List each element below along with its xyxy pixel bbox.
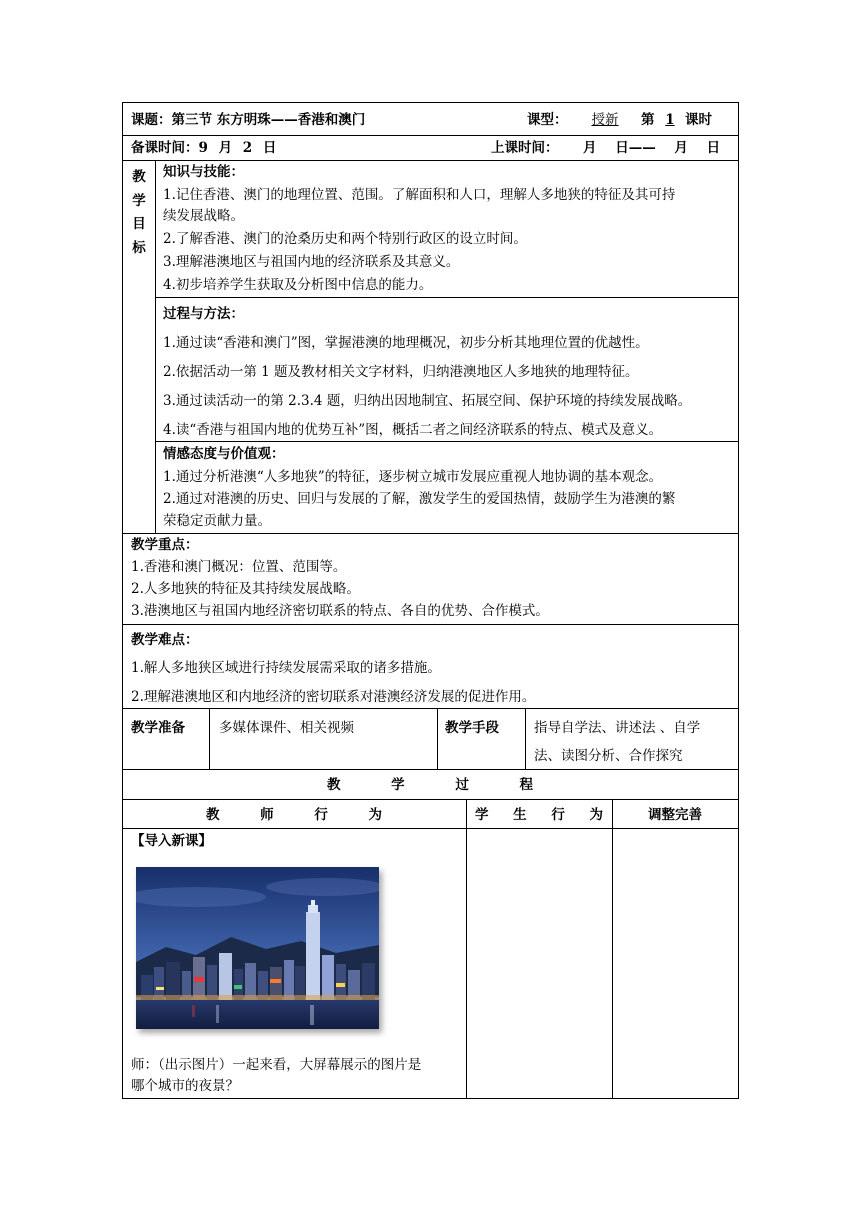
col-line xyxy=(437,708,438,769)
col-header-adjust: 调整完善 xyxy=(648,807,702,823)
col-header-teacher: 教 师 行 为 xyxy=(205,807,383,823)
row-line xyxy=(122,624,738,625)
difficulty-line: 2.理解港澳地区和内地经济的密切联系对港澳经济发展的促进作用。 xyxy=(131,689,536,705)
knowledge-line: 4.初步培养学生获取及分析图中信息的能力。 xyxy=(163,277,433,293)
col-line xyxy=(466,799,467,1098)
key-point-line: 3.港澳地区与祖国内地经济密切联系的特点、各自的优势、合作模式。 xyxy=(131,603,549,619)
row-line xyxy=(155,297,738,298)
class-time-value: 月 日—— 月 日 xyxy=(583,140,721,156)
process-title-row: 教 学 过 程 xyxy=(326,777,534,793)
process-line: 1.通过读“香港和澳门”图，掌握港澳的地理概况，初步分析其地理位置的优越性。 xyxy=(163,335,649,351)
means-label: 教学手段 xyxy=(445,720,499,736)
row-line xyxy=(122,533,738,534)
lesson-topic: 课题：第三节 东方明珠——香港和澳门 xyxy=(131,112,366,128)
difficulties-title: 教学难点： xyxy=(131,632,199,648)
prep-time: 备课时间：9 月 2 日 xyxy=(131,140,277,156)
row-line xyxy=(122,135,738,136)
table-border-top xyxy=(122,102,738,103)
teacher-text-line: 哪个城市的夜景？ xyxy=(131,1078,239,1094)
emotion-title: 情感态度与价值观： xyxy=(163,446,285,462)
table-border-bottom xyxy=(122,1098,739,1099)
process-line: 4.读“香港与祖国内地的优势互补”图，概括二者之间经济联系的特点、模式及意义。 xyxy=(163,422,663,438)
col-line xyxy=(209,708,210,769)
row-line xyxy=(122,799,738,800)
intro-title: 【导入新课】 xyxy=(131,833,212,849)
means-line: 法、读图分析、合作探究 xyxy=(534,748,683,764)
knowledge-line: 1.记住香港、澳门的地理位置、范围。了解面积和人口，理解人多地狭的特征及其可持 xyxy=(163,187,676,203)
hong-kong-night-skyline-photo xyxy=(136,867,379,1029)
key-point-line: 1.香港和澳门概况：位置、范围等。 xyxy=(131,559,347,575)
row-line xyxy=(122,769,738,770)
lesson-type-value: 授新 xyxy=(591,112,619,128)
key-points-title: 教学重点： xyxy=(131,537,199,553)
period-prefix: 第 xyxy=(641,112,655,128)
table-border-right xyxy=(738,102,739,1098)
difficulty-line: 1.解人多地狭区域进行持续发展需采取的诸多措施。 xyxy=(131,660,441,676)
means-line: 指导自学法、讲述法 、自学 xyxy=(534,720,701,736)
col-line xyxy=(525,708,526,769)
row-line xyxy=(122,828,738,829)
col-header-student: 学 生 行 为 xyxy=(474,807,604,823)
emotion-line: 2.通过对港澳的历史、回归与发展的了解，激发学生的爱国热情，鼓励学生为港澳的繁 xyxy=(163,491,676,507)
emotion-line: 1.通过分析港澳“人多地狭”的特征，逐步树立城市发展应重视人地协调的基本观念。 xyxy=(163,469,663,485)
preparation-label: 教学准备 xyxy=(131,720,185,736)
process-title: 过程与方法： xyxy=(163,306,244,322)
col-line xyxy=(612,799,613,1098)
row-line xyxy=(122,160,738,161)
objectives-side-label: 教 学 目 标 xyxy=(132,169,146,256)
preparation-value: 多媒体课件、相关视频 xyxy=(219,720,354,736)
class-time-label: 上课时间： xyxy=(491,140,559,156)
period-value: 1 xyxy=(665,112,675,128)
knowledge-title: 知识与技能： xyxy=(163,164,244,180)
table-border-left xyxy=(122,102,123,1098)
knowledge-line: 续发展战略。 xyxy=(163,208,244,224)
row-line xyxy=(122,708,738,709)
knowledge-line: 3.理解港澳地区与祖国内地的经济联系及其意义。 xyxy=(163,254,460,270)
key-point-line: 2.人多地狭的特征及其持续发展战略。 xyxy=(131,581,360,597)
col-line xyxy=(155,160,156,533)
emotion-line: 荣稳定贡献力量。 xyxy=(163,513,271,529)
lesson-type-label: 课型： xyxy=(527,112,568,128)
knowledge-line: 2.了解香港、澳门的沧桑历史和两个特别行政区的设立时间。 xyxy=(163,231,527,247)
process-line: 3.通过读活动一的第 2.3.4 题，归纳出因地制宜、拓展空间、保护环境的持续发展战略。 xyxy=(163,393,692,409)
period-suffix: 课时 xyxy=(685,112,712,128)
row-line xyxy=(155,441,738,442)
process-line: 2.依据活动一第 1 题及教材相关文字材料，归纳港澳地区人多地狭的地理特征。 xyxy=(163,364,639,380)
teacher-text-line: 师：（出示图片）一起来看，大屏幕展示的图片是 xyxy=(131,1057,422,1073)
